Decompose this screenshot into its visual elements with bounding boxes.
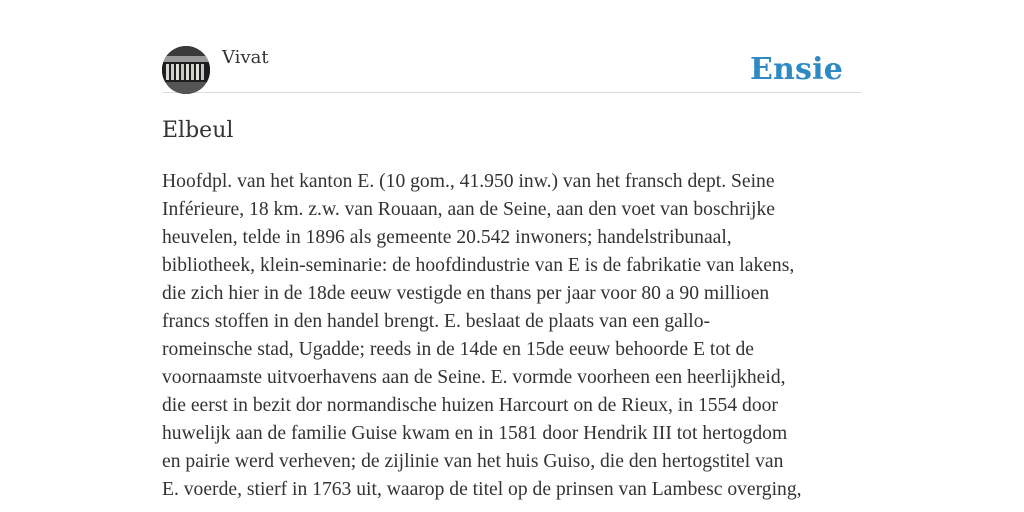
body-line: Hoofdpl. van het kanton E. (10 gom., 41.950 inw.) van het fransch dept. Seine (162, 171, 775, 192)
body-line: heuvelen, telde in 1896 als gemeente 20.542 inwoners; handelstribunaal, (162, 227, 732, 248)
body-line: die eerst in bezit dor normandische huizen Harcourt on de Rieux, in 1554 door (162, 395, 778, 416)
body-line: romeinsche stad, Ugadde; reeds in de 14de en 15de eeuw behoorde E tot de (162, 339, 754, 360)
article-title: Elbeul (162, 118, 234, 143)
body-line: voornaamste uitvoerhavens aan de Seine. E. vormde voorheen een heerlijkheid, (162, 367, 786, 388)
brand-logo[interactable]: Ensie (749, 52, 843, 87)
body-line: huwelijk aan de familie Guise kwam en in 1581 door Hendrik III tot hertogdom (162, 423, 788, 444)
body-line: en pairie werd verheven; de zijlinie van het huis Guiso, die den hertogstitel van (162, 451, 784, 472)
article-body (162, 168, 862, 504)
source-avatar[interactable] (162, 46, 210, 94)
body-line: Inférieure, 18 km. z.w. van Rouaan, aan de Seine, aan den voet van boschrijke (162, 199, 775, 220)
body-line: francs stoffen in den handel brengt. E. beslaat de plaats van een gallo- (162, 311, 711, 332)
body-line: E. voerde, stierf in 1763 uit, waarop de titel op de prinsen van Lambesc overging, (162, 479, 802, 500)
body-line: bibliotheek, klein-seminarie: de hoofdindustrie van E is de fabrikatie van lakens, (162, 255, 795, 276)
body-line: die zich hier in de 18de eeuw vestigde en thans per jaar voor 80 a 90 millioen (162, 283, 770, 304)
books-image-icon (162, 46, 210, 94)
header (162, 46, 862, 93)
source-name[interactable]: Vivat (222, 47, 269, 68)
